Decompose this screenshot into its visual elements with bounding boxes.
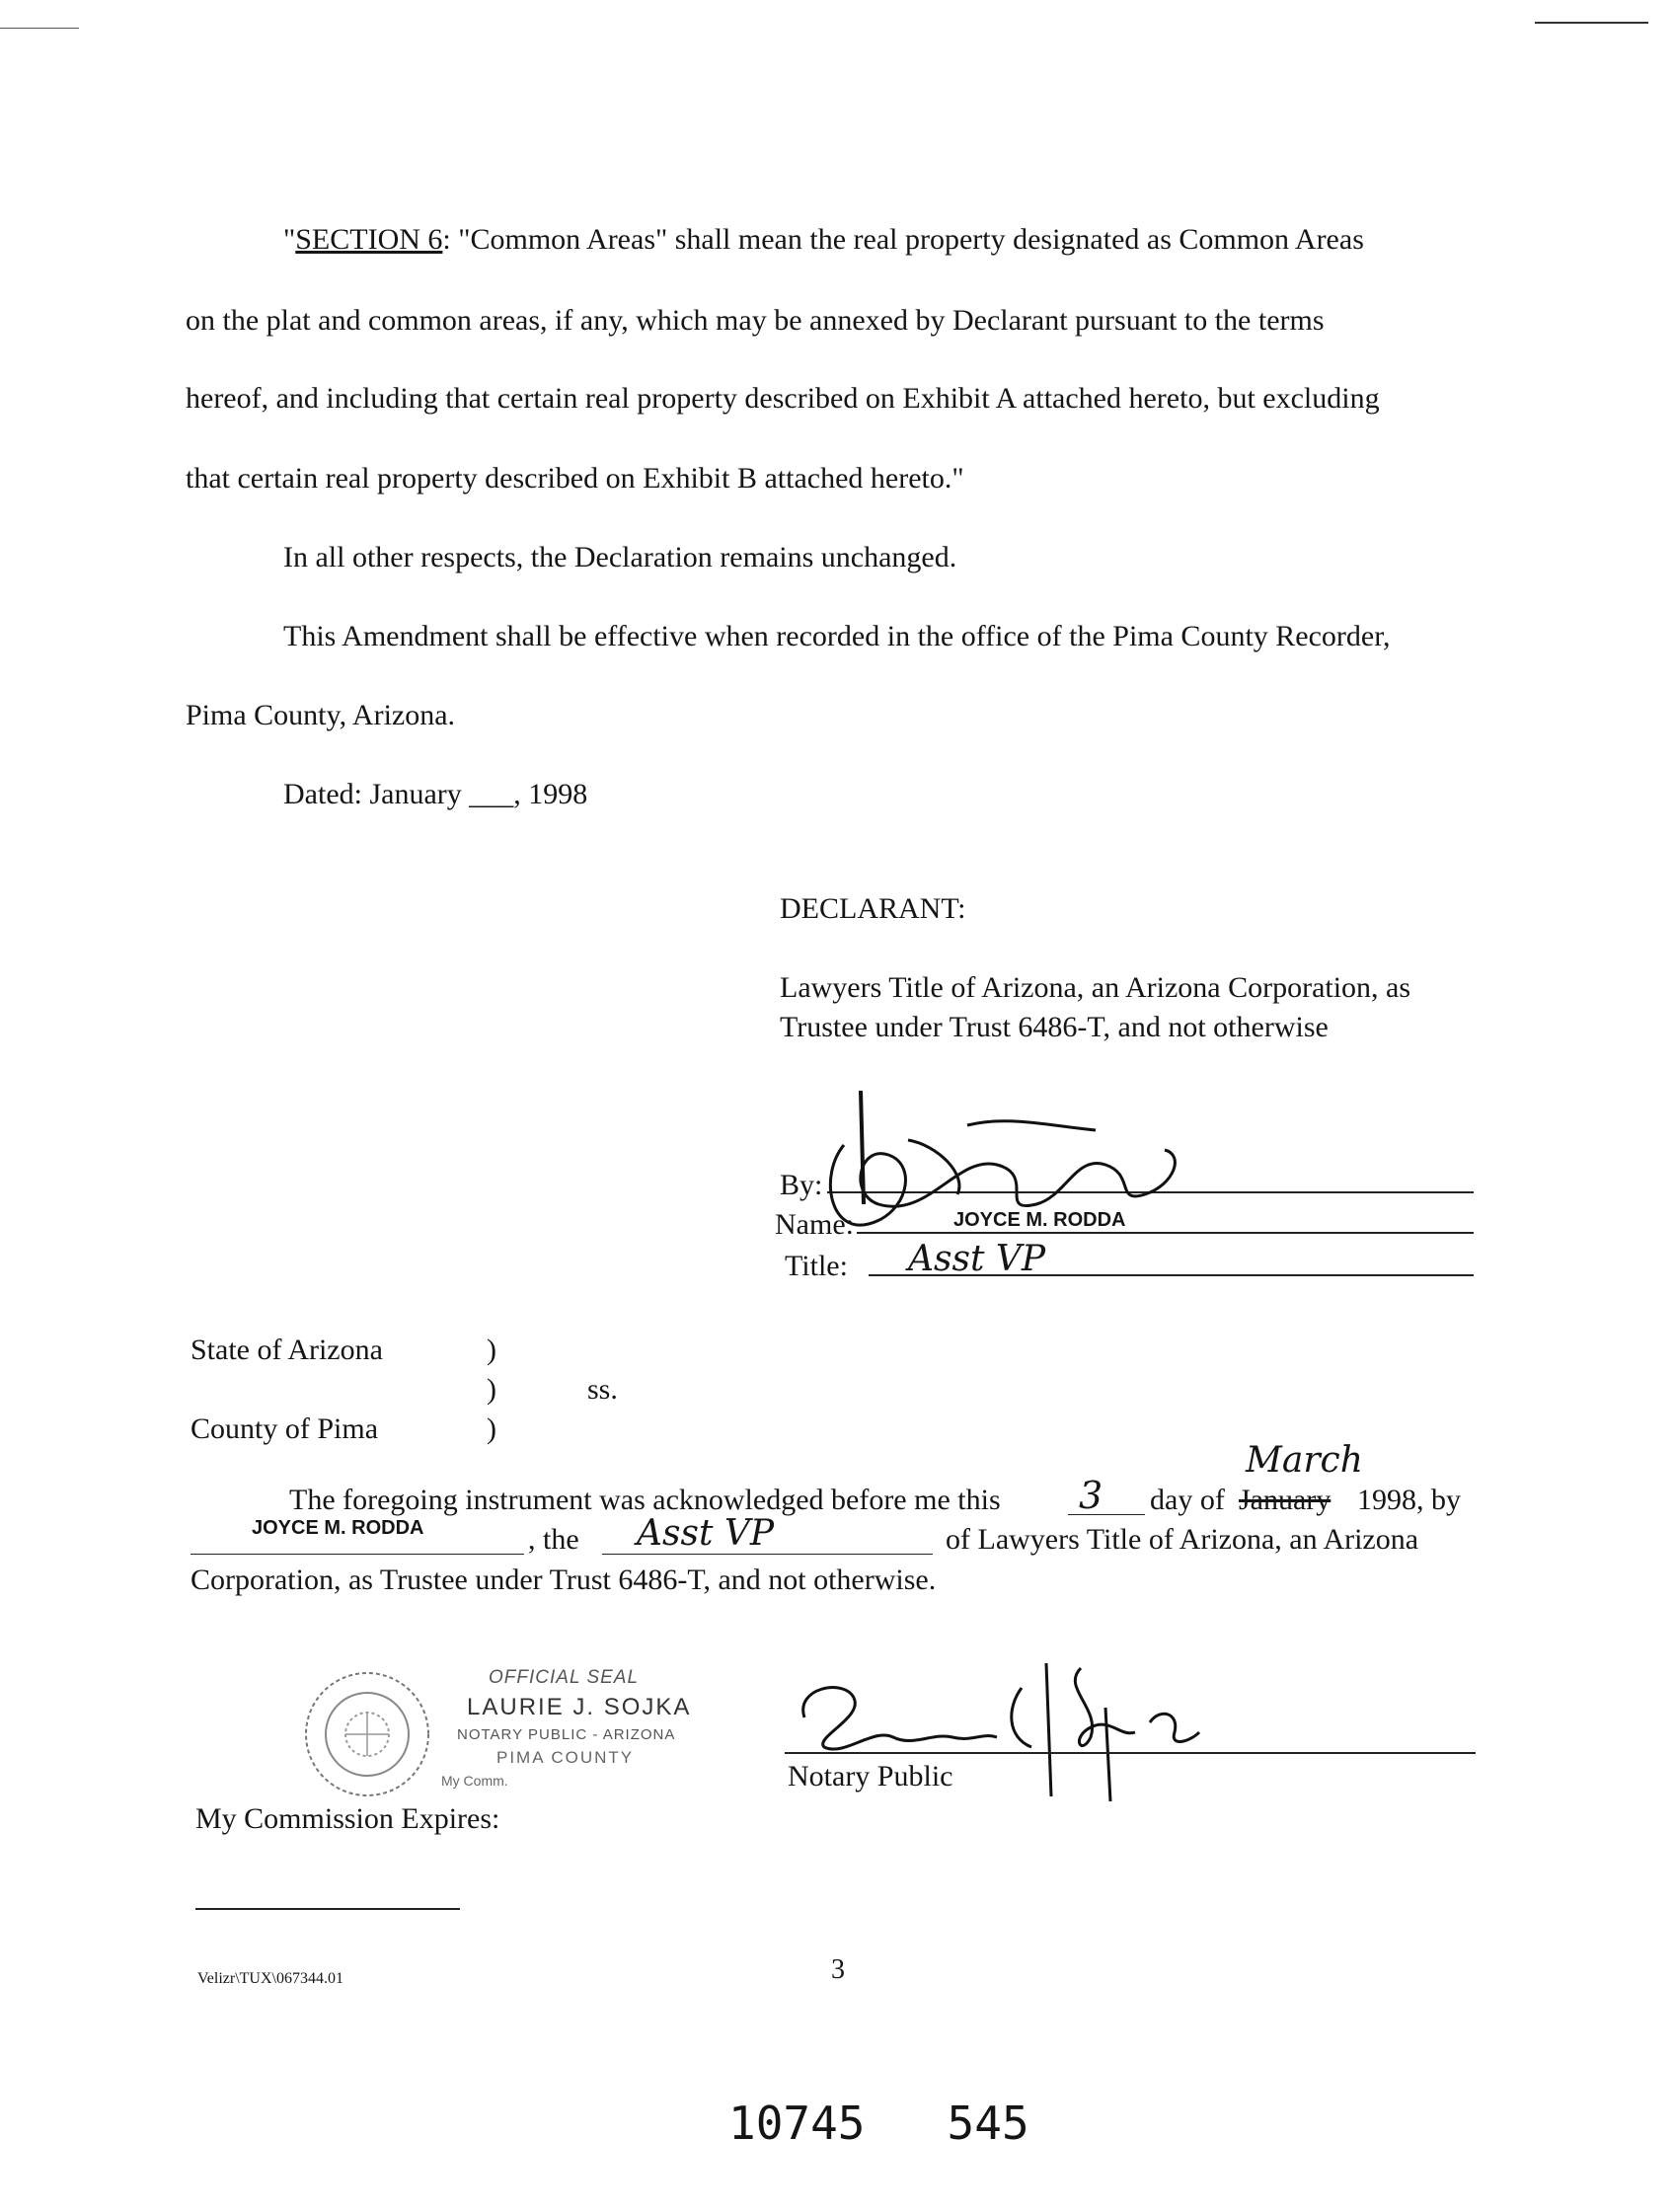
ack-year-by: 1998, by — [1357, 1484, 1461, 1516]
seal-notary-public: NOTARY PUBLIC - ARIZONA — [457, 1726, 676, 1743]
ack-the: , the — [528, 1523, 579, 1556]
section-6-title: SECTION 6 — [295, 223, 443, 256]
venue-paren-1: ) — [487, 1334, 496, 1366]
scan-artifact-line-right — [1535, 22, 1648, 24]
ack-day-line — [1068, 1514, 1145, 1515]
venue-state: State of Arizona — [190, 1334, 383, 1366]
commission-expires: My Commission Expires: — [195, 1802, 500, 1835]
venue-paren-2: ) — [487, 1373, 496, 1406]
notary-seal-emblem — [301, 1668, 434, 1801]
ack-month-handwritten: March — [1246, 1440, 1363, 1481]
seal-notary-name: LAURIE J. SOJKA — [467, 1694, 692, 1720]
declarant-entity-line-1: Lawyers Title of Arizona, an Arizona Corporation, as — [780, 971, 1411, 1004]
ack-month-struck: January — [1239, 1484, 1332, 1516]
declarant-signature — [809, 1086, 1204, 1273]
notary-public-label: Notary Public — [788, 1760, 953, 1792]
respects-paragraph: In all other respects, the Declaration remains unchanged. — [283, 541, 957, 573]
effective-line-1: This Amendment shall be effective when recorded in the office of the Pima County Recorder, — [283, 620, 1391, 652]
venue-county: County of Pima — [190, 1412, 379, 1445]
section-6-line-3: hereof, and including that certain real property described on Exhibit A attached hereto, but excluding — [186, 382, 1380, 415]
ack-day: 3 — [1079, 1474, 1103, 1517]
venue-ss: ss. — [587, 1373, 618, 1406]
ack-name-line — [190, 1554, 524, 1555]
open-quote: " — [283, 223, 296, 256]
page-number: 3 — [831, 1954, 845, 1985]
dated-line: Dated: January ___, 1998 — [283, 778, 588, 810]
title-value: Asst VP — [908, 1239, 1046, 1279]
ack-line-2-rest: of Lawyers Title of Arizona, an Arizona — [946, 1523, 1419, 1556]
ack-title-line — [602, 1554, 933, 1555]
name-label: Name: — [775, 1208, 854, 1241]
venue-paren-3: ) — [487, 1412, 496, 1445]
declarant-entity-line-2: Trustee under Trust 6486-T, and not otherwise — [780, 1011, 1329, 1043]
ack-signer-title: Asst VP — [637, 1513, 775, 1554]
section-6-line-1 — [283, 225, 1364, 255]
commission-date-line — [195, 1908, 460, 1910]
seal-my-comm: My Comm. — [441, 1773, 508, 1789]
effective-line-2: Pima County, Arizona. — [186, 699, 456, 731]
seal-county: PIMA COUNTY — [496, 1748, 635, 1767]
name-value: JOYCE M. RODDA — [953, 1209, 1126, 1231]
file-reference: Velizr\TUX\067344.01 — [197, 1970, 343, 1987]
title-label: Title: — [785, 1250, 848, 1282]
title-line — [869, 1274, 1474, 1276]
by-label: By: — [780, 1169, 823, 1201]
declarant-heading: DECLARANT: — [780, 892, 966, 925]
ack-line-3: Corporation, as Trustee under Trust 6486-T, and not otherwise. — [190, 1564, 937, 1596]
notary-signature-line — [785, 1752, 1476, 1754]
ack-line-1-a: The foregoing instrument was acknowledged before me this — [289, 1484, 1001, 1516]
scan-artifact-line-left — [0, 28, 79, 29]
section-6-line-1-text: : "Common Areas" shall mean the real property designated as Common Areas — [442, 223, 1364, 256]
recording-number: 10745 545 — [728, 2097, 1029, 2150]
section-6-line-2: on the plat and common areas, if any, which may be annexed by Declarant pursuant to the terms — [186, 304, 1325, 337]
seal-official: OFFICIAL SEAL — [489, 1667, 640, 1688]
section-6-line-4: that certain real property described on Exhibit B attached hereto." — [186, 462, 964, 495]
ack-day-of: day of — [1150, 1484, 1225, 1516]
ack-signer-name: JOYCE M. RODDA — [252, 1517, 424, 1539]
